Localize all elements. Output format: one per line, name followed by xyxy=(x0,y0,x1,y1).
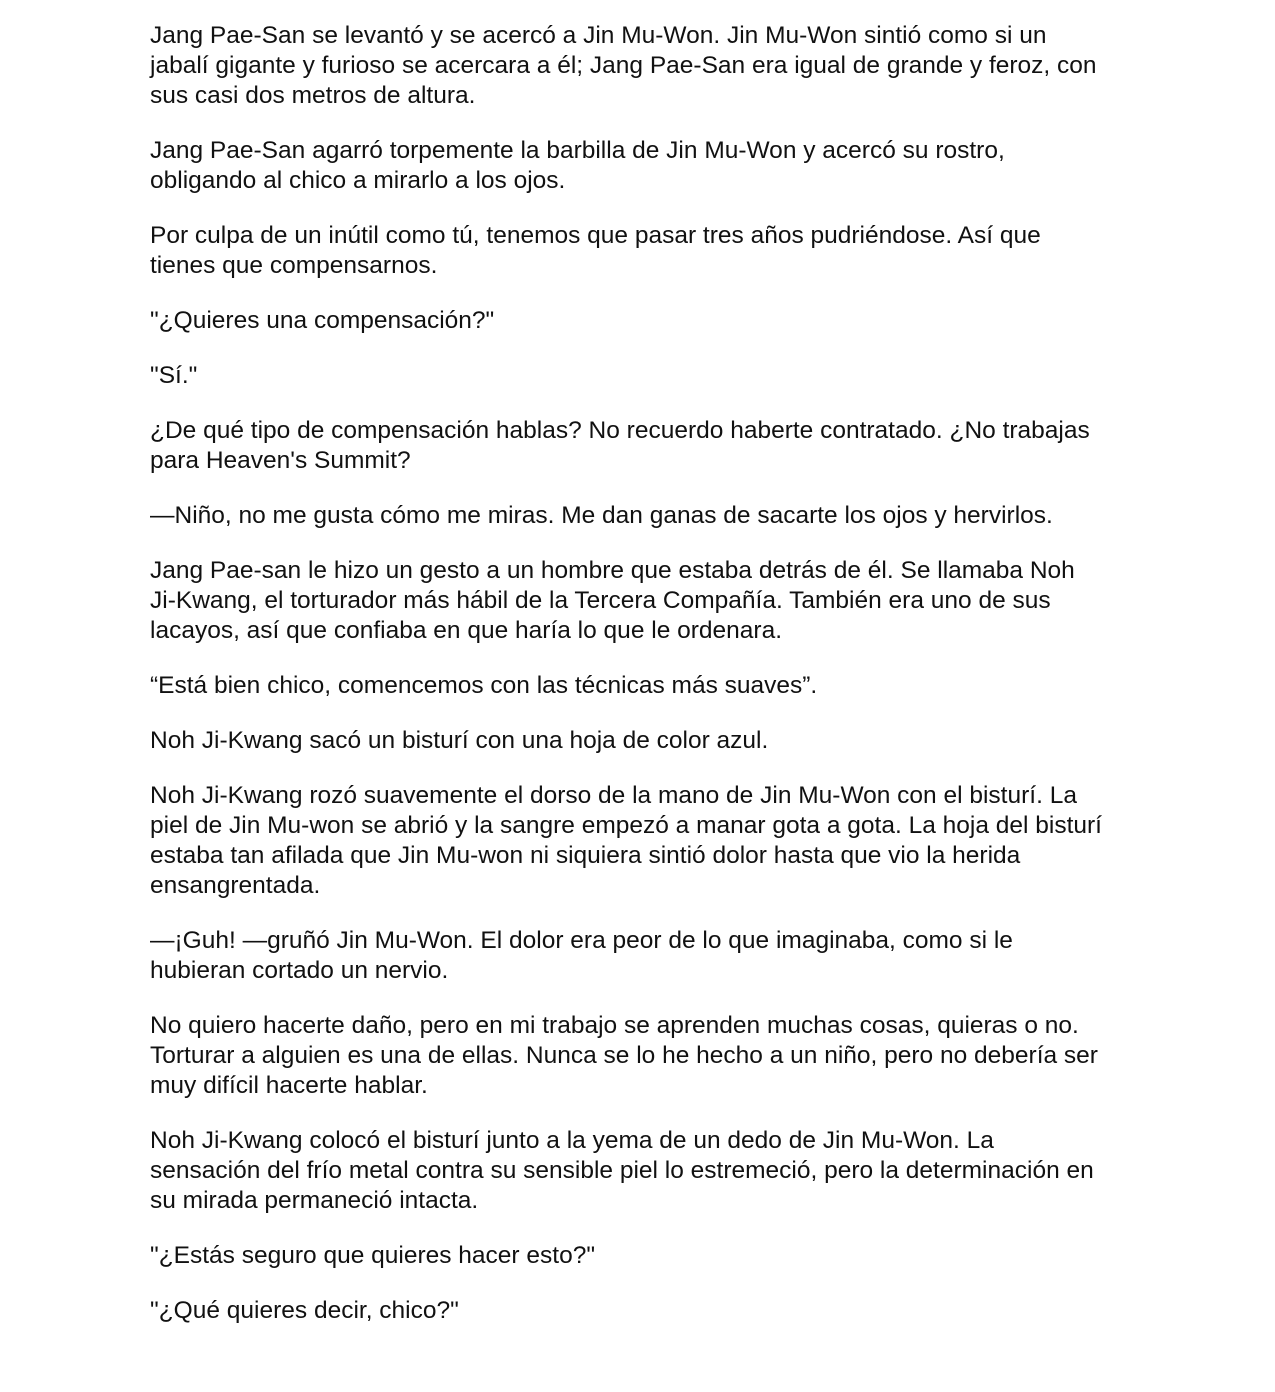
paragraph-14 xyxy=(150,1126,1140,1216)
text-line: Ji-Kwang, el torturador más hábil de la Tercera Compañía. También era uno de sus xyxy=(150,587,1051,614)
paragraph-1 xyxy=(150,21,1140,111)
text-line: hubieran cortado un nervio. xyxy=(150,957,449,984)
text-line: Jang Pae-San se levantó y se acercó a Jin Mu-Won. Jin Mu-Won sintió como si un xyxy=(150,22,1047,49)
text-line: Jang Pae-San agarró torpemente la barbilla de Jin Mu-Won y acercó su rostro, xyxy=(150,137,1005,164)
text-line: "Sí." xyxy=(150,362,198,389)
text-line: Noh Ji-Kwang sacó un bisturí con una hoja de color azul. xyxy=(150,727,769,754)
text-line: Por culpa de un inútil como tú, tenemos que pasar tres años pudriéndose. Así que xyxy=(150,222,1041,249)
paragraph-2 xyxy=(150,136,1140,196)
paragraph-13 xyxy=(150,1011,1140,1101)
text-line: sensación del frío metal contra su sensible piel lo estremeció, pero la determinación en xyxy=(150,1157,1094,1184)
paragraph-10 xyxy=(150,726,1140,756)
text-line: —¡Guh! —gruñó Jin Mu-Won. El dolor era peor de lo que imaginaba, como si le xyxy=(150,927,1013,954)
text-line: "¿Quieres una compensación?" xyxy=(150,307,495,334)
text-line: “Está bien chico, comencemos con las técnicas más suaves”. xyxy=(150,672,818,699)
text-line: obligando al chico a mirarlo a los ojos. xyxy=(150,167,566,194)
text-line: "¿Estás seguro que quieres hacer esto?" xyxy=(150,1242,596,1269)
document-page xyxy=(150,21,1140,1351)
text-line: estaba tan afilada que Jin Mu-won ni siquiera sintió dolor hasta que vio la herida xyxy=(150,842,1021,869)
text-line: muy difícil hacerte hablar. xyxy=(150,1072,428,1099)
text-line: "¿Qué quieres decir, chico?" xyxy=(150,1297,459,1324)
text-line: ¿De qué tipo de compensación hablas? No recuerdo haberte contratado. ¿No trabajas xyxy=(150,417,1090,444)
text-line: para Heaven's Summit? xyxy=(150,447,411,474)
paragraph-5 xyxy=(150,361,1140,391)
paragraph-7 xyxy=(150,501,1140,531)
text-line: piel de Jin Mu-won se abrió y la sangre empezó a manar gota a gota. La hoja del bisturí xyxy=(150,812,1102,839)
paragraph-8 xyxy=(150,556,1140,646)
paragraph-3 xyxy=(150,221,1140,281)
text-line: su mirada permaneció intacta. xyxy=(150,1187,479,1214)
paragraph-4 xyxy=(150,306,1140,336)
text-line: No quiero hacerte daño, pero en mi trabajo se aprenden muchas cosas, quieras o no. xyxy=(150,1012,1079,1039)
paragraph-16 xyxy=(150,1296,1140,1326)
paragraph-15 xyxy=(150,1241,1140,1271)
paragraph-9 xyxy=(150,671,1140,701)
text-line: Jang Pae-san le hizo un gesto a un hombre que estaba detrás de él. Se llamaba Noh xyxy=(150,557,1075,584)
text-line: Noh Ji-Kwang rozó suavemente el dorso de la mano de Jin Mu-Won con el bisturí. La xyxy=(150,782,1077,809)
text-line: tienes que compensarnos. xyxy=(150,252,438,279)
paragraph-6 xyxy=(150,416,1140,476)
text-line: lacayos, así que confiaba en que haría lo que le ordenara. xyxy=(150,617,782,644)
text-line: sus casi dos metros de altura. xyxy=(150,82,476,109)
paragraph-12 xyxy=(150,926,1140,986)
paragraph-11 xyxy=(150,781,1140,901)
text-line: jabalí gigante y furioso se acercara a él; Jang Pae-San era igual de grande y feroz, con xyxy=(150,52,1097,79)
text-line: Noh Ji-Kwang colocó el bisturí junto a la yema de un dedo de Jin Mu-Won. La xyxy=(150,1127,994,1154)
text-line: —Niño, no me gusta cómo me miras. Me dan ganas de sacarte los ojos y hervirlos. xyxy=(150,502,1053,529)
text-line: Torturar a alguien es una de ellas. Nunca se lo he hecho a un niño, pero no debería ser xyxy=(150,1042,1098,1069)
text-line: ensangrentada. xyxy=(150,872,321,899)
